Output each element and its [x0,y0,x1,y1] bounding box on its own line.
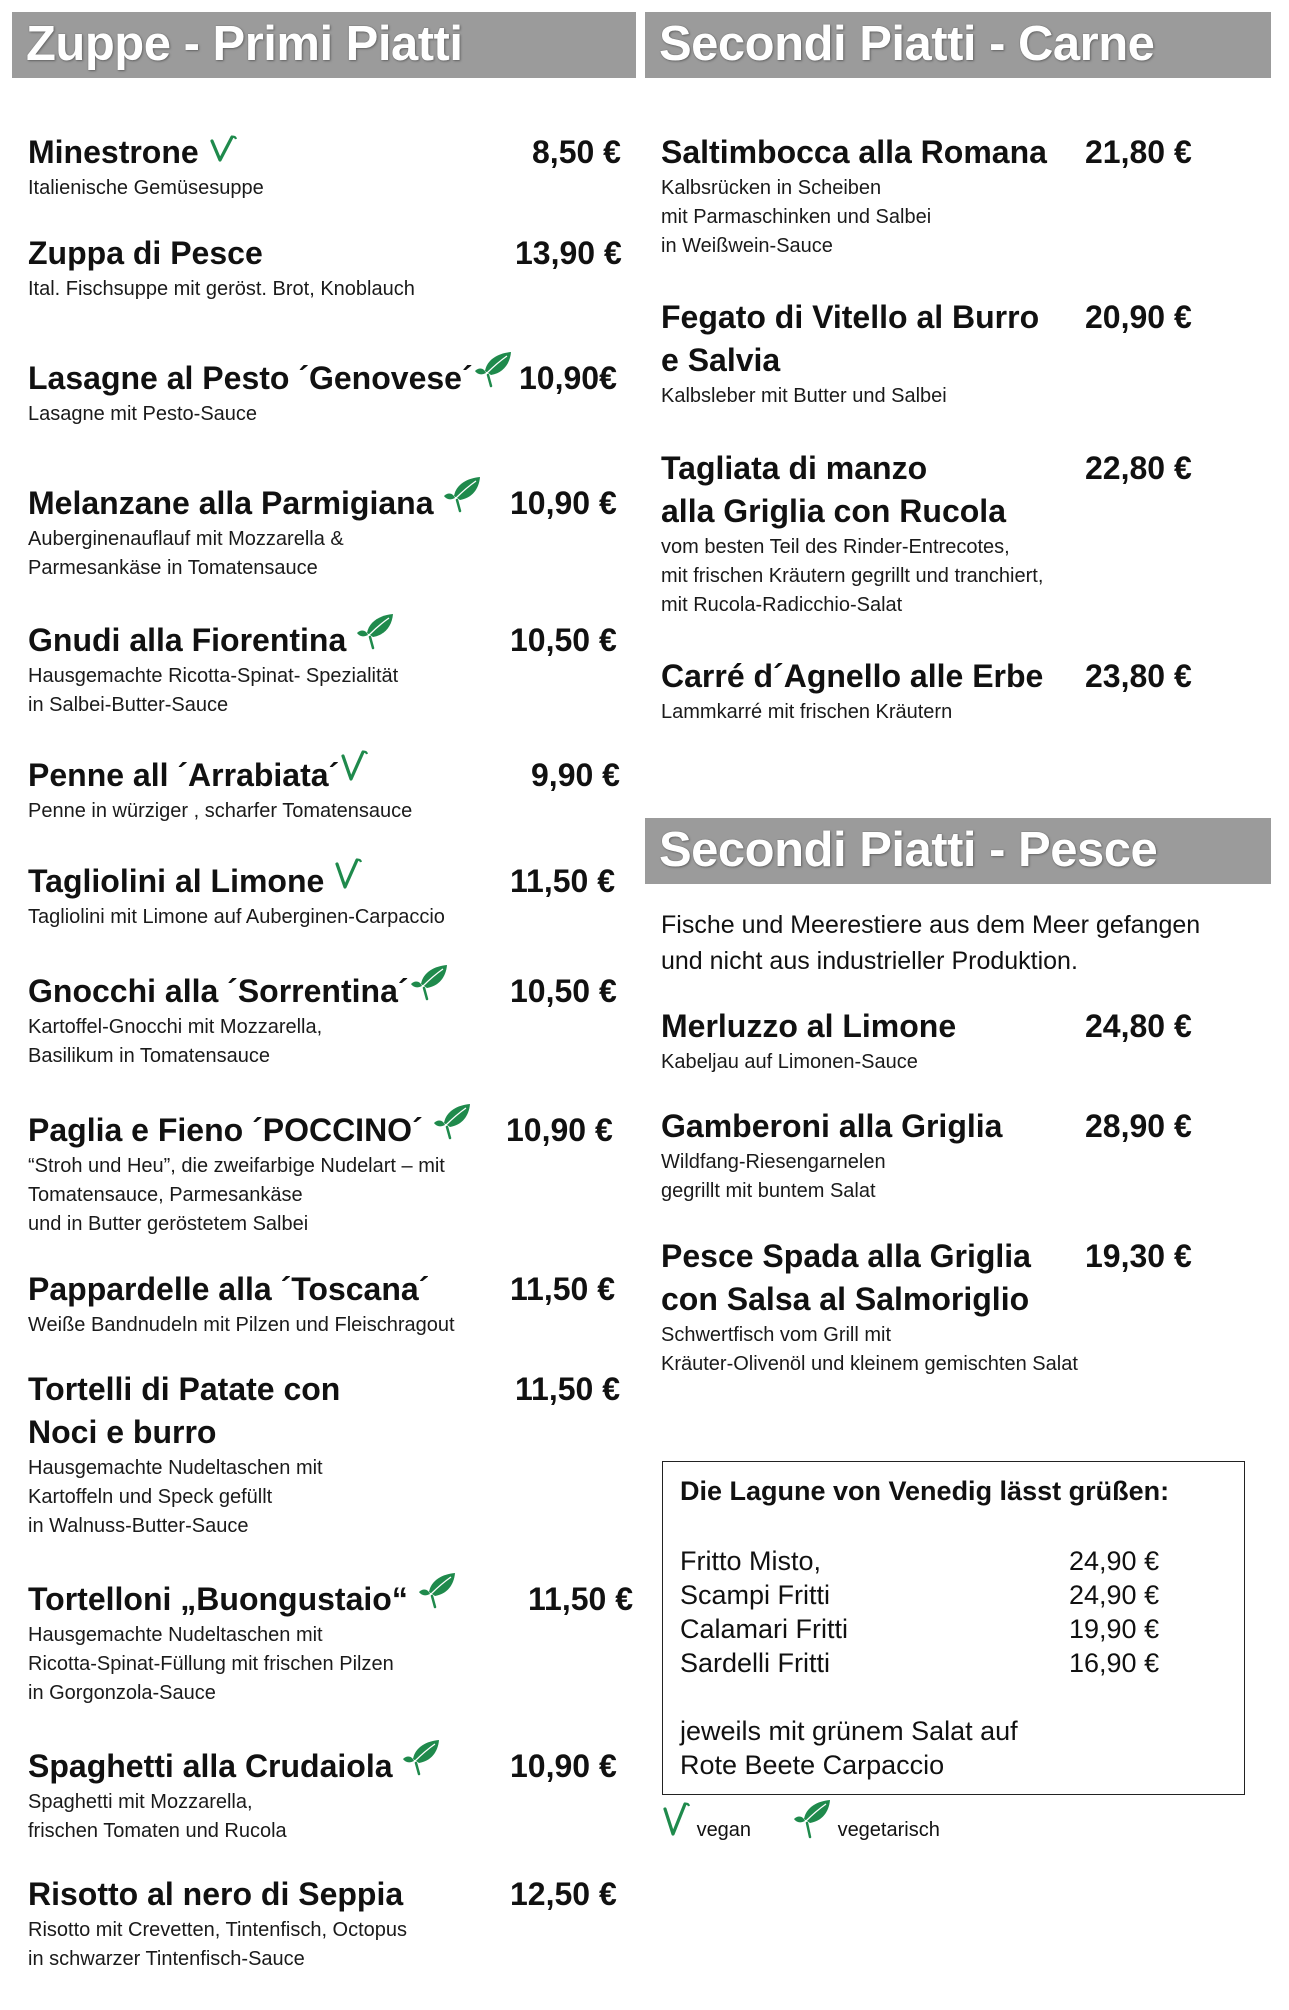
dish-price: 10,90 € [510,485,617,521]
menu-item-gnocchi [28,970,626,1071]
dish-description: Kalbsrücken in Scheiben [661,177,882,199]
lagune-item-price: 24,90 € [1069,1546,1160,1576]
dish-description: Kabeljau auf Limonen-Sauce [661,1051,918,1073]
dish-name: Melanzane alla Parmigiana [28,485,434,521]
dish-price: 11,50 € [515,1371,620,1407]
dish-name: Pappardelle alla ´Toscana´ [28,1271,430,1307]
vegetarian-leaf-icon [442,474,482,525]
menu-item-melanzane [28,482,626,583]
dish-description: Parmesankäse in Tomatensauce [28,557,318,579]
menu-item-merluzzo [661,1005,1221,1077]
dish-price: 20,90 € [1085,299,1192,335]
dish-name: Saltimbocca alla Romana [661,134,1047,170]
dish-price: 10,50 € [510,973,617,1009]
dish-name: e Salvia [661,342,781,378]
menu-item-lasagne-al-pesto [28,357,638,429]
dish-description: Penne in würziger , scharfer Tomatensauce [28,800,413,822]
dish-description: “Stroh und Heu”, die zweifarbige Nudelart – mit [28,1155,445,1177]
dish-price: 9,90 € [531,757,620,793]
dish-price: 11,50 € [510,863,615,899]
dish-price: 10,90 € [510,1748,617,1784]
lagune-item-price: 24,90 € [1069,1580,1160,1610]
dish-name: Penne all ´Arrabiata´ [28,757,340,793]
intro-line: Fische und Meerestiere aus dem Meer gefangen [661,911,1201,939]
dish-description: Kartoffeln und Speck gefüllt [28,1486,273,1508]
dish-description: Kalbsleber mit Butter und Salbei [661,385,947,407]
dish-description: Ricotta-Spinat-Füllung mit frischen Pilzen [28,1653,394,1675]
vegetarian-leaf-icon [417,1570,457,1621]
menu-item-tortelli-di-patate [28,1368,626,1541]
dish-name: Noci e burro [28,1414,217,1450]
dish-price: 11,50 € [510,1271,615,1307]
vegetarian-leaf-icon [432,1101,472,1152]
dish-name: alla Griglia con Rucola [661,493,1006,529]
dish-name: Lasagne al Pesto ´Genovese´ [28,360,473,396]
lagune-note: jeweils mit grünem Salat auf [680,1716,1018,1746]
dish-price: 10,50 € [510,622,617,658]
legend-label: vegetarisch [837,1819,940,1841]
dish-price: 10,90 € [506,1112,613,1148]
dish-description: Spaghetti mit Mozzarella, [28,1791,253,1813]
vegetarian-leaf-icon [409,962,449,1013]
intro-line: und nicht aus industrieller Produktion. [661,947,1078,975]
dish-name: con Salsa al Salmoriglio [661,1281,1030,1317]
dish-price: 12,50 € [510,1876,617,1912]
dish-name: Paglia e Fieno ´POCCINO´ [28,1112,423,1148]
vegetarian-leaf-icon [401,1737,441,1788]
lagune-item-name: Fritto Misto, [680,1546,822,1576]
legend-label: vegan [696,1819,752,1841]
dish-name: Gamberoni alla Griglia [661,1108,1003,1144]
dish-description: Auberginenauflauf mit Mozzarella & [28,528,344,550]
lagune-item-price: 19,90 € [1069,1614,1160,1644]
dish-name: Pesce Spada alla Griglia [661,1238,1031,1274]
dish-price: 8,50 € [532,134,621,170]
section-title-carne: Secondi Piatti - Carne [645,12,1271,78]
menu-item-penne-arrabiata [28,754,626,826]
menu-item-gamberoni [661,1105,1221,1206]
dish-description: Lammkarré mit frischen Kräutern [661,701,953,723]
dish-price: 28,90 € [1085,1108,1192,1144]
menu-item-tagliata [661,447,1221,620]
dish-description: Schwertfisch vom Grill mit [661,1324,892,1346]
menu-item-fegato [661,296,1221,411]
section-title-pesce: Secondi Piatti - Pesce [645,818,1271,884]
dish-description: mit frischen Kräutern gegrillt und tranchiert, [661,565,1044,587]
dish-description: Hausgemachte Nudeltaschen mit [28,1624,323,1646]
menu-item-pesce-spada [661,1235,1241,1379]
dish-description: Italienische Gemüsesuppe [28,177,264,199]
menu-item-zuppa-di-pesce [28,232,626,304]
dish-description: in Salbei-Butter-Sauce [28,694,229,716]
dish-price: 11,50 € [528,1581,633,1617]
vegetarian-leaf-icon [792,1797,832,1850]
dish-name: Tortelloni „Buongustaio“ [28,1581,408,1617]
vegan-v-icon [661,1799,691,1846]
menu-item-paglia-e-fieno [28,1109,626,1239]
dish-name: Risotto al nero di Seppia [28,1876,404,1912]
vegan-v-icon [339,748,369,793]
dish-description: Tagliolini mit Limone auf Auberginen-Carpaccio [28,906,445,928]
dish-name: Gnudi alla Fiorentina [28,622,347,658]
dish-description: Weiße Bandnudeln mit Pilzen und Fleischragout [28,1314,455,1336]
dish-description: mit Parmaschinken und Salbei [661,206,932,228]
dish-description: frischen Tomaten und Rucola [28,1820,287,1842]
dish-description: in schwarzer Tintenfisch-Sauce [28,1948,305,1970]
vegan-v-icon [208,131,238,174]
dish-description: Tomatensauce, Parmesankäse [28,1184,303,1206]
dish-price: 10,90€ [519,360,617,396]
vegan-v-icon [333,856,363,901]
dish-price: 13,90 € [515,235,622,271]
dish-name: Zuppa di Pesce [28,235,263,271]
dish-description: vom besten Teil des Rinder-Entrecotes, [661,536,1010,558]
dish-description: Kräuter-Olivenöl und kleinem gemischten Salat [661,1353,1078,1375]
lagune-title: Die Lagune von Venedig lässt grüßen: [680,1476,1170,1506]
menu-item-tortelloni [28,1578,648,1708]
lagune-item-name: Sardelli Fritti [680,1648,831,1678]
dish-description: in Walnuss-Butter-Sauce [28,1515,249,1537]
dish-price: 21,80 € [1085,134,1192,170]
menu-item-tagliolini [28,860,626,932]
dish-price: 24,80 € [1085,1008,1192,1044]
pesce-intro [661,907,1200,979]
menu-item-risotto-nero [28,1873,626,1974]
lagune-item-name: Calamari Fritti [680,1614,849,1644]
dish-description: und in Butter geröstetem Salbei [28,1213,309,1235]
dish-name: Minestrone [28,134,199,170]
lagune-note: Rote Beete Carpaccio [680,1750,945,1780]
dish-description: Basilikum in Tomatensauce [28,1045,270,1067]
dish-name: Spaghetti alla Crudaiola [28,1748,393,1784]
dish-description: gegrillt mit buntem Salat [661,1180,876,1202]
menu-item-saltimbocca [661,131,1221,261]
dish-name: Merluzzo al Limone [661,1008,957,1044]
dish-description: Kartoffel-Gnocchi mit Mozzarella, [28,1016,323,1038]
dish-price: 22,80 € [1085,450,1192,486]
lagune-item-price: 16,90 € [1069,1648,1160,1678]
menu-item-spaghetti-crudaiola [28,1745,626,1846]
lagune-box [662,1461,1245,1795]
dish-description: Lasagne mit Pesto-Sauce [28,403,258,425]
dish-name: Tortelli di Patate con [28,1371,341,1407]
dish-description: Ital. Fischsuppe mit geröst. Brot, Knoblauch [28,278,415,300]
dish-name: Gnocchi alla ´Sorrentina´ [28,973,409,1009]
legend-vegetarian [792,1805,940,1850]
dish-description: Wildfang-Riesengarnelen [661,1151,886,1173]
menu-item-pappardelle [28,1268,626,1340]
dish-name: Tagliata di manzo [661,450,928,486]
dish-price: 23,80 € [1085,658,1192,694]
dish-name: Fegato di Vitello al Burro [661,299,1040,335]
dish-description: Hausgemachte Ricotta-Spinat- Spezialität [28,665,399,687]
dish-description: in Gorgonzola-Sauce [28,1682,216,1704]
dish-description: mit Rucola-Radicchio-Salat [661,594,903,616]
dish-name: Tagliolini al Limone [28,863,325,899]
vegetarian-leaf-icon [355,611,395,662]
dish-description: Hausgemachte Nudeltaschen mit [28,1457,323,1479]
menu-item-minestrone [28,131,626,203]
menu-item-gnudi [28,619,626,720]
menu-item-carre-agnello [661,655,1221,727]
vegetarian-leaf-icon [473,349,513,400]
dish-name: Carré d´Agnello alle Erbe [661,658,1044,694]
lagune-item-name: Scampi Fritti [680,1580,831,1610]
section-title-zuppe: Zuppe - Primi Piatti [12,12,636,78]
dish-price: 19,30 € [1085,1238,1192,1274]
dish-description: in Weißwein-Sauce [661,235,833,257]
dish-description: Risotto mit Crevetten, Tintenfisch, Octopus [28,1919,408,1941]
legend-vegan [661,1805,751,1846]
